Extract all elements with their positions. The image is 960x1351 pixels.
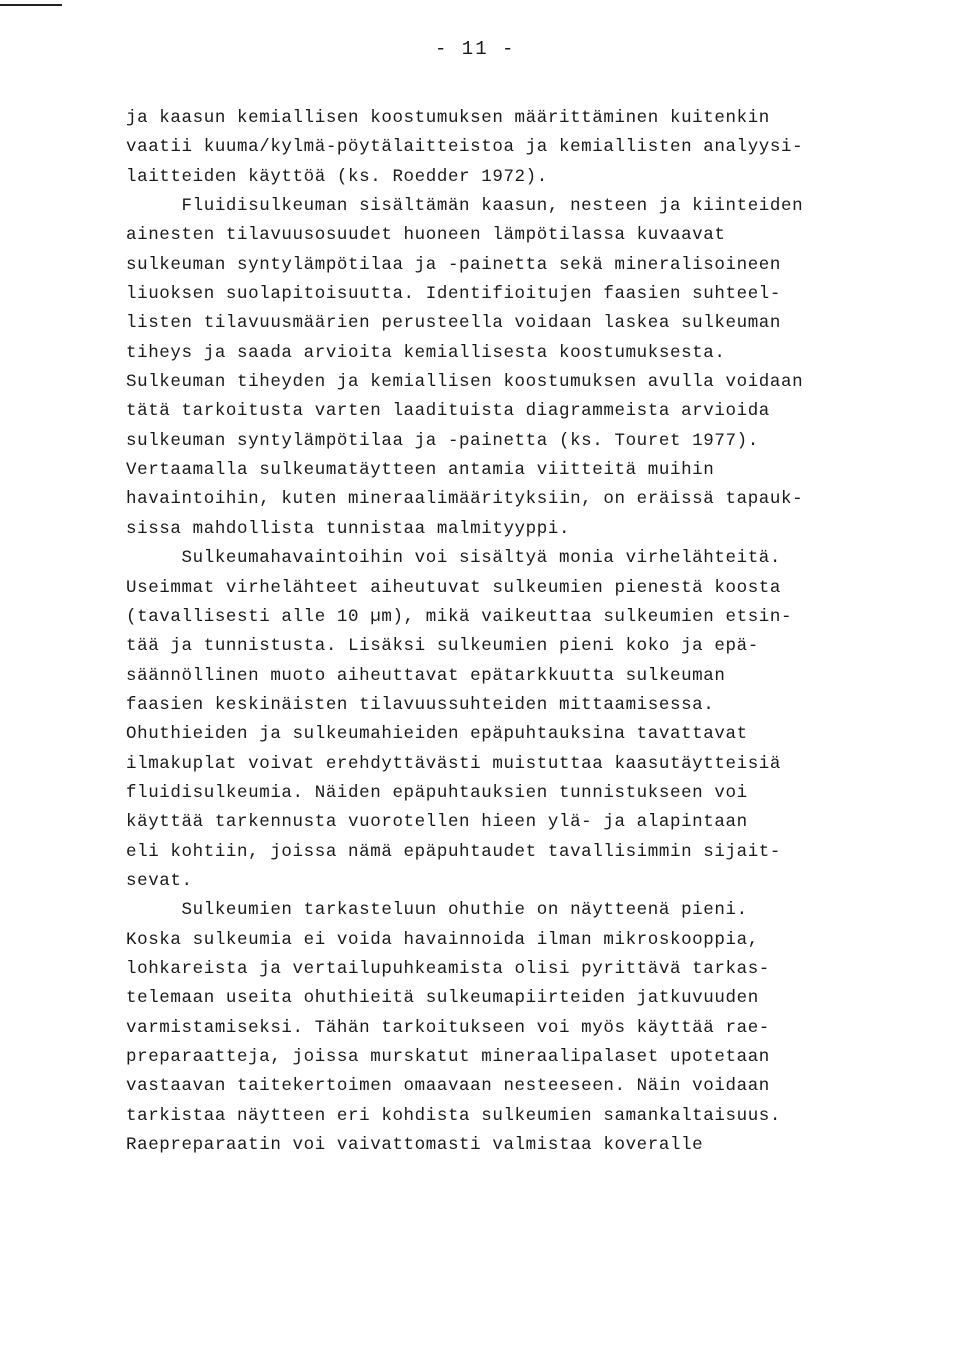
document-body (126, 104, 866, 1160)
text-line: tää ja tunnistusta. Lisäksi sulkeumien pieni koko ja epä- (126, 636, 759, 657)
text-line: Fluidisulkeuman sisältämän kaasun, nesteen ja kiinteiden (126, 196, 804, 217)
text-line: Ohuthieiden ja sulkeumahieiden epäpuhtauksina tavattavat (126, 724, 748, 745)
page-number: - 11 - (435, 38, 516, 60)
text-line: Sulkeuman tiheyden ja kemiallisen koostumuksen avulla voidaan (126, 372, 804, 393)
text-line: lohkareista ja vertailupuhkeamista olisi pyrittävä tarkas- (126, 958, 770, 979)
text-line: varmistamiseksi. Tähän tarkoitukseen voi myös käyttää rae- (126, 1017, 770, 1038)
text-line: fluidisulkeumia. Näiden epäpuhtauksien tunnistukseen voi (126, 782, 748, 803)
text-line: ilmakuplat voivat erehdyttävästi muistuttaa kaasutäytteisiä (126, 753, 782, 774)
text-line: laitteiden käyttöä (ks. Roedder 1972). (126, 166, 548, 187)
text-line: sulkeuman syntylämpötilaa ja -painetta (ks. Touret 1977). (126, 430, 759, 451)
text-line: (tavallisesti alle 10 µm), mikä vaikeuttaa sulkeumien etsin- (126, 606, 793, 627)
text-line: Koska sulkeumia ei voida havainnoida ilman mikroskooppia, (126, 929, 759, 950)
text-line: listen tilavuusmäärien perusteella voidaan laskea sulkeuman (126, 313, 782, 334)
text-line: ainesten tilavuusosuudet huoneen lämpötilassa kuvaavat (126, 225, 726, 246)
text-line: ja kaasun kemiallisen koostumuksen määrittäminen kuitenkin (126, 108, 770, 128)
text-line: faasien keskinäisten tilavuussuhteiden mittaamisessa. (126, 694, 715, 715)
text-line: tiheys ja saada arvioita kemiallisesta koostumuksesta. (126, 342, 726, 363)
text-line: sevat. (126, 870, 193, 891)
text-line: Sulkeumien tarkasteluun ohuthie on näytteenä pieni. (126, 900, 748, 921)
text-line: käyttää tarkennusta vuorotellen hieen ylä- ja alapintaan (126, 812, 748, 833)
text-line: vastaavan taitekertoimen omaavaan nesteeseen. Näin voidaan (126, 1076, 770, 1097)
text-line: säännöllinen muoto aiheuttavat epätarkkuutta sulkeuman (126, 665, 726, 686)
text-line: telemaan useita ohuthieitä sulkeumapiirteiden jatkuvuuden (126, 988, 759, 1009)
text-line: vaatii kuuma/kylmä-pöytälaitteistoa ja kemiallisten analyysi- (126, 137, 804, 158)
text-line: eli kohtiin, joissa nämä epäpuhtaudet tavallisimmin sijait- (126, 841, 782, 862)
text-line: Sulkeumahavaintoihin voi sisältyä monia virhelähteitä. (126, 548, 782, 569)
text-line: tätä tarkoitusta varten laadituista diagrammeista arvioida (126, 401, 770, 422)
top-rule (0, 4, 62, 6)
text-line: sissa mahdollista tunnistaa malmityyppi. (126, 518, 571, 539)
text-line: Vertaamalla sulkeumatäytteen antamia viitteitä muihin (126, 460, 715, 481)
text-line: Useimmat virhelähteet aiheutuvat sulkeumien pienestä koosta (126, 577, 782, 598)
text-line: sulkeuman syntylämpötilaa ja -painetta sekä mineralisoineen (126, 254, 782, 275)
text-line: tarkistaa näytteen eri kohdista sulkeumien samankaltaisuus. (126, 1105, 782, 1126)
text-line: preparaatteja, joissa murskatut mineraalipalaset upotetaan (126, 1047, 770, 1067)
text-line: Raepreparaatin voi vaivattomasti valmistaa koveralle (126, 1135, 704, 1156)
text-line: havaintoihin, kuten mineraalimäärityksiin, on eräissä tapauk- (126, 489, 804, 510)
text-line: liuoksen suolapitoisuutta. Identifioitujen faasien suhteel- (126, 284, 782, 305)
